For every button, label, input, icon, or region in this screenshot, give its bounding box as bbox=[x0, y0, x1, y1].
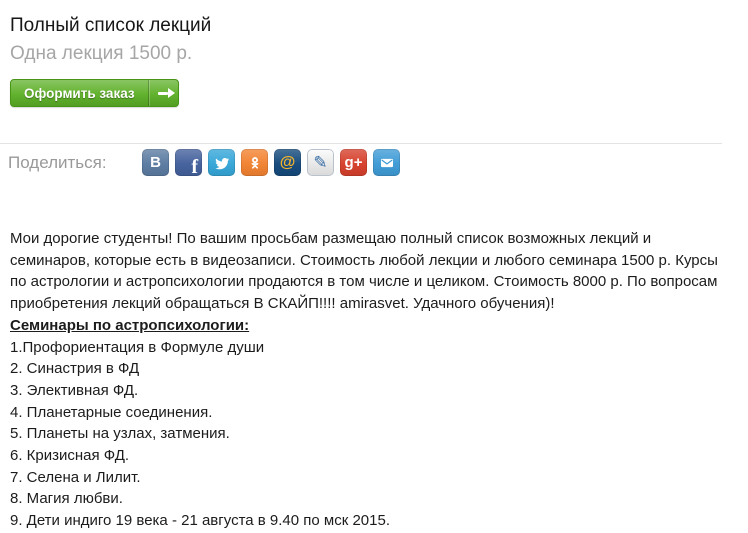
price-subtitle: Одна лекция 1500 р. bbox=[10, 43, 193, 64]
list-item: 5. Планеты на узлах, затмения. bbox=[10, 425, 230, 443]
odnoklassniki-person-icon bbox=[247, 155, 263, 171]
email-share-icon[interactable] bbox=[373, 149, 400, 176]
facebook-letter: f bbox=[191, 156, 198, 176]
list-item: 4. Планетарные соединения. bbox=[10, 403, 213, 421]
page-title: Полный список лекций bbox=[10, 15, 212, 36]
intro-paragraph: Мои дорогие студенты! По вашим просьбам размещаю полный список возможных лекций и семинаров, которые есть в видеозаписи. Стоимость любой лекции и любого семинара 1500 р. Курсы по астрологии и астропсихологии продаются в том числе и целиком. Стоимость 8000 р. По вопросам приобретения лекций обращаться В СКАЙП!!!! amirasvet. Удачного обучения)! bbox=[10, 230, 718, 313]
twitter-bird-icon bbox=[213, 154, 231, 172]
list-item: 2. Синастрия в ФД bbox=[10, 360, 140, 378]
odnoklassniki-share-icon[interactable] bbox=[241, 149, 268, 176]
list-item: 7. Селена и Лилит. bbox=[10, 468, 141, 486]
mailru-share-icon[interactable] bbox=[274, 149, 301, 176]
list-item: 9. Дети индиго 19 века - 21 августа в 9.40 по мск 2015. bbox=[10, 512, 390, 530]
share-label: Поделиться: bbox=[8, 152, 107, 172]
vk-share-icon[interactable] bbox=[142, 149, 169, 176]
horizontal-divider bbox=[0, 143, 722, 144]
facebook-share-icon[interactable] bbox=[175, 149, 202, 176]
button-separator bbox=[148, 80, 149, 106]
at-sign-icon: @ bbox=[279, 153, 296, 171]
order-button[interactable] bbox=[10, 79, 179, 107]
order-button-label: Оформить заказ bbox=[24, 85, 135, 101]
twitter-share-icon[interactable] bbox=[208, 149, 235, 176]
share-icons bbox=[142, 149, 400, 176]
lecture-description bbox=[10, 228, 725, 532]
googleplus-share-icon[interactable] bbox=[340, 149, 367, 176]
googleplus-letters: g+ bbox=[344, 154, 363, 171]
share-bar bbox=[8, 149, 748, 176]
list-item: 1.Профориентация в Формуле души bbox=[10, 338, 265, 356]
section-heading: Семинары по астропсихологии: bbox=[10, 316, 250, 334]
livejournal-share-icon[interactable] bbox=[307, 149, 334, 176]
vk-letter: В bbox=[150, 154, 161, 171]
envelope-icon bbox=[378, 154, 396, 172]
list-item: 3. Элективная ФД. bbox=[10, 381, 139, 399]
list-item: 6. Кризисная ФД. bbox=[10, 447, 130, 465]
list-item: 8. Магия любви. bbox=[10, 490, 123, 508]
pencil-icon: ✎ bbox=[313, 152, 328, 173]
arrow-right-icon bbox=[158, 92, 168, 95]
